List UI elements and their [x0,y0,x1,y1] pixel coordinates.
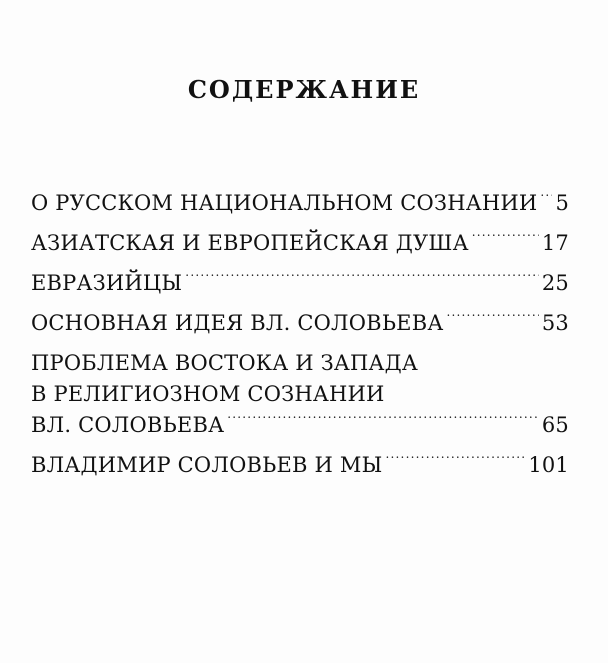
table-of-contents [31,188,569,481]
toc-leader-dots [446,310,538,330]
toc-entry [31,308,569,339]
toc-entry [31,450,569,481]
page-title: СОДЕРЖАНИЕ [187,75,421,104]
toc-page-number: 5 [555,191,569,215]
toc-entry-row [31,410,569,441]
toc-entry [31,188,569,219]
toc-entry-row [31,268,569,299]
toc-entry [31,268,569,299]
toc-entry [31,228,569,259]
toc-entry-row [31,450,569,481]
toc-leader-dots [540,190,552,210]
toc-entry-row [31,308,569,339]
toc-leader-dots [227,412,539,432]
toc-entry-title-line: ПРОБЛЕМА ВОСТОКА И ЗАПАДА [31,351,418,375]
toc-leader-dots [185,270,539,290]
toc-entry-title: ОСНОВНАЯ ИДЕЯ ВЛ. СОЛОВЬЕВА [31,311,444,335]
toc-entry-row [31,188,569,219]
toc-entry-title: АЗИАТСКАЯ И ЕВРОПЕЙСКАЯ ДУША [31,231,469,255]
toc-entry-title-line: В РЕЛИГИОЗНОМ СОЗНАНИИ [31,382,385,406]
toc-entry-row [31,228,569,259]
toc-entry-title: ЕВРАЗИЙЦЫ [31,271,183,295]
toc-entry [31,348,569,441]
toc-page-number: 65 [541,413,569,437]
toc-page-number: 17 [541,231,569,255]
toc-entry-title: О РУССКОМ НАЦИОНАЛЬНОМ СОЗНАНИИ [31,191,538,215]
toc-page-number: 25 [541,271,569,295]
toc-entry-title: ВЛ. СОЛОВЬЕВА [31,413,225,437]
toc-page-number: 53 [541,311,569,335]
toc-page-number: 101 [528,453,569,477]
toc-leader-dots [385,452,525,472]
toc-entry-title: ВЛАДИМИР СОЛОВЬЕВ И МЫ [31,453,383,477]
toc-leader-dots [472,230,539,250]
